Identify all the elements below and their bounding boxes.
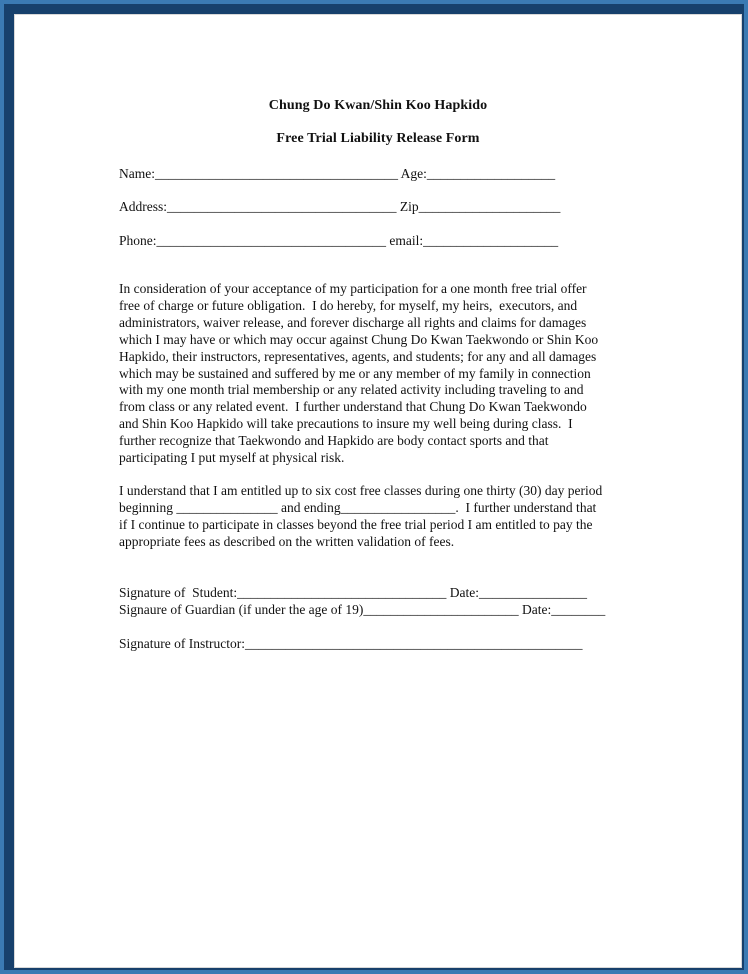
paragraph-line: beginning _______________ and ending_________________. I further understand that [119, 499, 597, 515]
paragraph-line: which may be sustained and suffered by me or any member of my family in connection [119, 365, 591, 381]
paragraph-line: which I may have or which may occur against Chung Do Kwan Taekwondo or Shin Koo [119, 331, 599, 347]
paragraph-line: with my one month trial membership or any related activity including traveling to and [119, 382, 584, 398]
student-signature-line: Signature of Student:_______________________________ Date:________________ [119, 585, 587, 600]
paragraph-line: Hapkido, their instructors, representatives, agents, and students; for any and all damages [119, 348, 597, 364]
paragraph-line: if I continue to participate in classes beyond the free trial period I am entitled to pay the [119, 516, 593, 532]
paragraph-line: from class or any related event. I further understand that Chung Do Kwan Taekwondo [119, 399, 587, 415]
paragraph-line: In consideration of your acceptance of my participation for a one month free trial offer [119, 281, 587, 296]
paragraph-line: participating I put myself at physical risk. [119, 450, 345, 466]
name-age-line: Name:____________________________________ Age:___________________ [119, 166, 556, 181]
paragraph-line: administrators, waiver release, and forever discharge all rights and claims for damages [119, 314, 587, 330]
trial-terms-paragraph [119, 483, 644, 551]
guardian-signature-line: Signaure of Guardian (if under the age of 19)_______________________ Date:________ [119, 602, 606, 617]
release-paragraph [119, 281, 644, 467]
document-page [14, 14, 742, 968]
phone-email-line: Phone:__________________________________ email:____________________ [119, 233, 559, 248]
paragraph-line: I understand that I am entitled up to six cost free classes during one thirty (30) day period [119, 483, 603, 498]
paragraph-line: and Shin Koo Hapkido will take precautions to insure my well being during class. I [119, 416, 573, 432]
image-frame [4, 4, 744, 970]
paragraph-line: appropriate fees as described on the written validation of fees. [119, 533, 455, 549]
organization-title: Chung Do Kwan/Shin Koo Hapkido [268, 98, 488, 113]
form-title: Free Trial Liability Release Form [276, 131, 480, 146]
paragraph-line: free of charge or future obligation. I do hereby, for myself, my heirs, executors, and [119, 297, 578, 313]
instructor-signature-line: Signature of Instructor:__________________________________________________ [119, 636, 583, 651]
paragraph-line: further recognize that Taekwondo and Hapkido are body contact sports and that [119, 433, 549, 449]
address-zip-line: Address:__________________________________ Zip_____________________ [119, 199, 561, 214]
